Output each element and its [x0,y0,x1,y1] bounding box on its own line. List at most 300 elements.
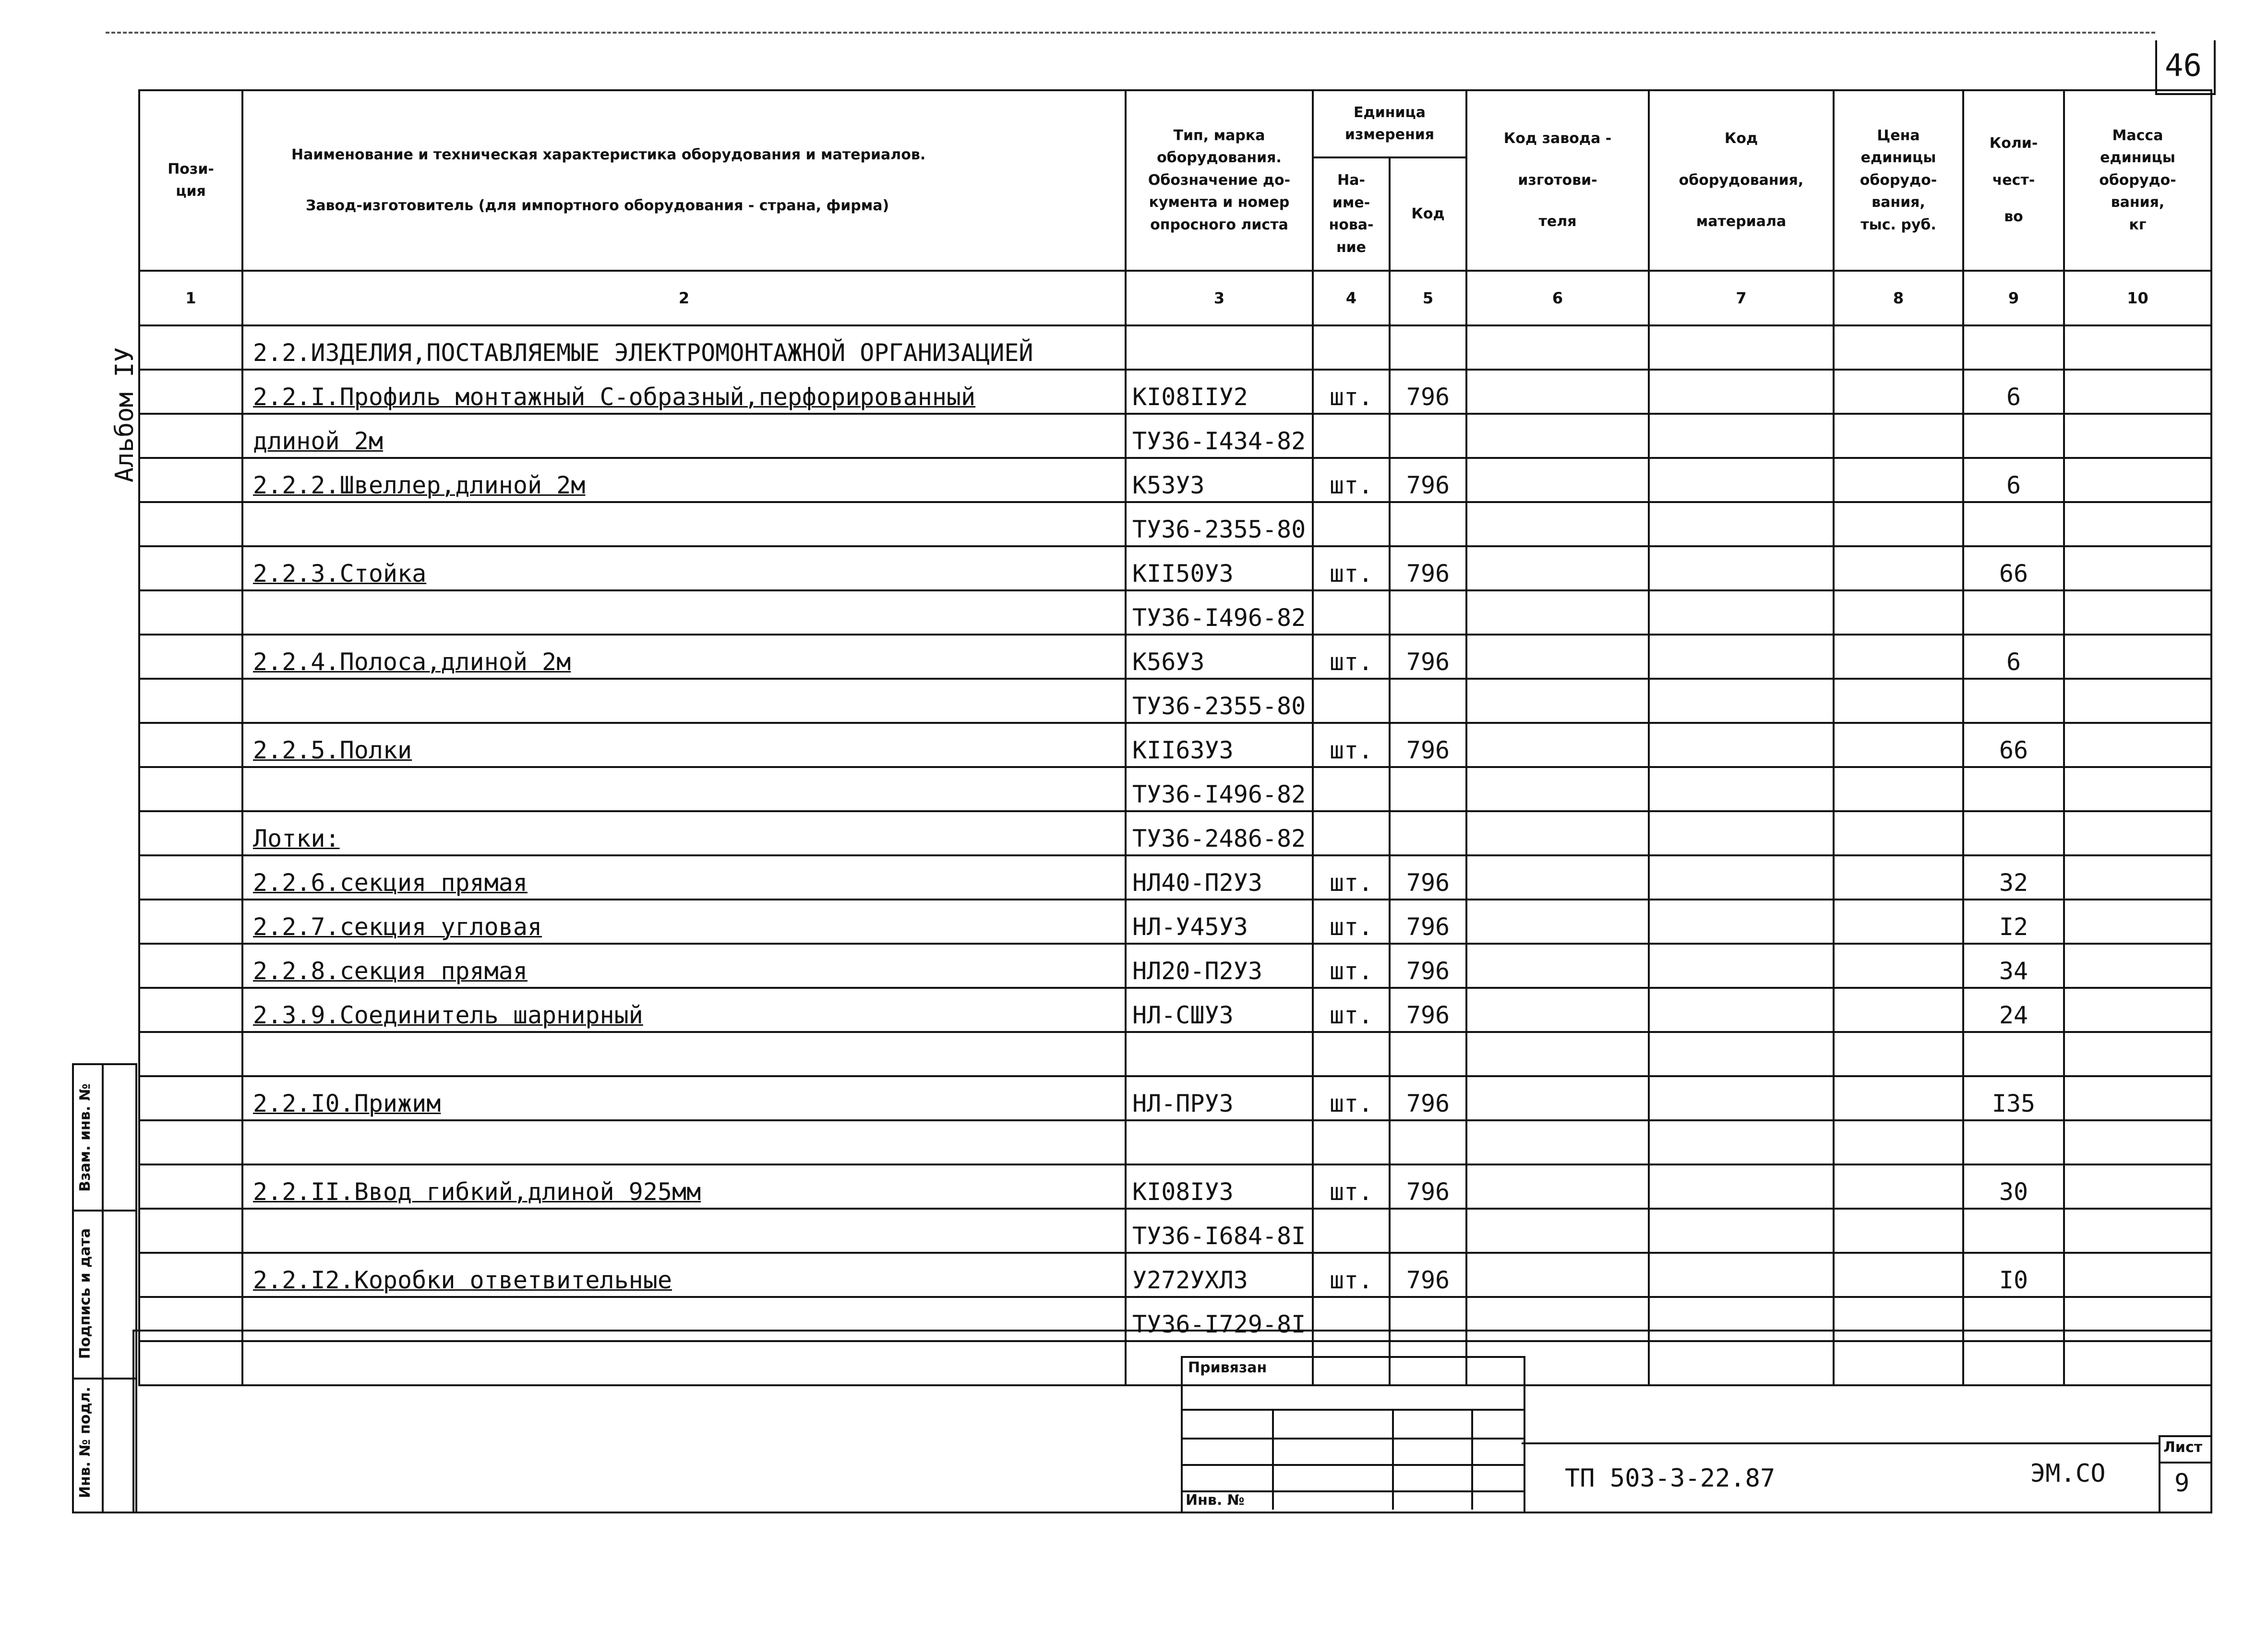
header-text: опросного листа [1150,216,1288,233]
header-text: единицы [2100,149,2175,167]
header-text: Цена [1877,127,1920,144]
cell-mass [2064,1209,2211,1253]
cell-unit-code-text: 796 [1406,1001,1450,1029]
cell-position [139,458,242,502]
cell-unit [1313,502,1390,546]
cell-unit-code [1390,590,1466,635]
table-row [139,546,2211,590]
header-text: име- [1332,194,1370,211]
cell-quantity-text: 66 [1999,736,2028,764]
cell-position [139,414,242,458]
cell-name-text: 2.2.I.Профиль монтажный С-образный,перфорированный [253,383,976,411]
cell-name [242,1209,1126,1253]
cell-factory-code [1466,944,1649,988]
table-row [139,1076,2211,1120]
cell-price [1834,1253,1963,1297]
cell-type-text: НЛ40-П2У3 [1132,869,1262,897]
cell-factory-code [1466,900,1649,944]
column-number: 4 [1313,271,1390,325]
stamp-signature-date: Подпись и дата [77,1228,94,1359]
cell-unit-text: шт. [1329,1266,1373,1294]
cell-factory-code [1466,1164,1649,1209]
stamp-inv-original: Инв. № подл. [77,1386,94,1499]
cell-unit-text: шт. [1329,471,1373,499]
cell-name [242,1253,1126,1297]
cell-name-text: 2.2.2.Швеллер,длиной 2м [253,471,586,499]
cell-position [139,1209,242,1253]
header-text: единицы [1860,149,1936,167]
cell-equipment-code [1649,1164,1834,1209]
cell-position [139,370,242,414]
table-row [139,1032,2211,1076]
table-row [139,325,2211,370]
cell-position [139,1120,242,1164]
cell-mass [2064,855,2211,900]
cell-type-text: НЛ-У45У3 [1132,913,1248,941]
header-text: ние [1336,239,1367,256]
cell-mass [2064,502,2211,546]
cell-type [1126,723,1313,767]
cell-price [1834,458,1963,502]
cell-name-text: 2.3.9.Соединитель шарнирный [253,1001,643,1029]
header-text: чест- [1992,171,2035,189]
cell-type-text: НЛ20-П2У3 [1132,957,1262,985]
cell-equipment-code [1649,458,1834,502]
specification-table [138,89,2212,1386]
header-unit-code: Код [1390,157,1466,271]
cell-equipment-code [1649,502,1834,546]
cell-factory-code [1466,590,1649,635]
cell-unit-text: шт. [1329,957,1373,985]
cell-equipment-code [1649,1253,1834,1297]
table-row [139,1164,2211,1209]
cell-quantity-text: 24 [1999,1001,2028,1029]
cell-type [1126,635,1313,679]
cell-unit-code [1390,1076,1466,1120]
cell-type [1126,590,1313,635]
cell-type-text: К53У3 [1132,471,1205,499]
cell-quantity-text: 32 [1999,869,2028,897]
cell-mass [2064,679,2211,723]
cell-quantity-text: 6 [2006,383,2021,411]
cell-type [1126,414,1313,458]
table-row [139,590,2211,635]
cell-unit [1313,590,1390,635]
header-row [139,90,2211,157]
inv-label: Инв. № [1186,1492,1245,1509]
header-text: тыс. руб. [1860,216,1936,233]
cell-unit-code [1390,635,1466,679]
cell-quantity [1963,723,2064,767]
cell-price [1834,635,1963,679]
header-price [1834,90,1963,271]
cell-unit-code-text: 796 [1406,869,1450,897]
cell-name-text: 2.2.6.секция прямая [253,869,528,897]
cell-type [1126,1032,1313,1076]
cell-unit [1313,458,1390,502]
column-number: 3 [1126,271,1313,325]
cell-mass [2064,1164,2211,1209]
cell-unit-code [1390,900,1466,944]
cell-type-text: У272УХЛ3 [1132,1266,1248,1294]
cell-unit-code [1390,325,1466,370]
cell-quantity [1963,1032,2064,1076]
cell-position [139,900,242,944]
cell-factory-code [1466,767,1649,811]
specification-body [139,325,2211,1385]
cell-type [1126,679,1313,723]
cell-factory-code [1466,679,1649,723]
tied-block-divider [1392,1409,1394,1510]
cell-unit-text: шт. [1329,736,1373,764]
cell-factory-code [1466,1253,1649,1297]
header-text: вания, [2111,194,2165,211]
cell-name [242,458,1126,502]
cell-equipment-code [1649,590,1834,635]
header-text: кумента и номер [1149,194,1290,211]
cell-factory-code [1466,414,1649,458]
cell-unit-code-text: 796 [1406,1090,1450,1117]
cell-price [1834,811,1963,855]
column-number: 9 [1963,271,2064,325]
cell-name-text: 2.2.7.секция угловая [253,913,542,941]
cell-factory-code [1466,1032,1649,1076]
cell-factory-code [1466,458,1649,502]
header-text: измерения [1344,126,1435,143]
cell-unit [1313,988,1390,1032]
cell-factory-code [1466,370,1649,414]
cell-name [242,590,1126,635]
cell-type-text: ТУ36-2355-80 [1132,516,1306,543]
cell-price [1834,1209,1963,1253]
cell-quantity-text: 34 [1999,957,2028,985]
header-factory-code [1466,90,1649,271]
cell-mass [2064,900,2211,944]
cell-unit [1313,944,1390,988]
cell-name [242,900,1126,944]
table-row [139,723,2211,767]
cell-type [1126,458,1313,502]
header-mass [2064,90,2211,271]
cell-price [1834,590,1963,635]
cell-position [139,590,242,635]
cell-quantity [1963,944,2064,988]
cell-unit-text: шт. [1329,913,1373,941]
cell-unit [1313,855,1390,900]
cell-quantity [1963,635,2064,679]
cell-unit-code [1390,988,1466,1032]
header-text: На- [1337,172,1365,189]
cell-name [242,635,1126,679]
cell-equipment-code [1649,855,1834,900]
cell-position [139,811,242,855]
cell-position [139,325,242,370]
table-row [139,1253,2211,1297]
cell-name [242,855,1126,900]
header-text: оборудования. [1157,149,1282,167]
cell-mass [2064,1120,2211,1164]
cell-price [1834,988,1963,1032]
cell-unit-code [1390,767,1466,811]
cell-type [1126,988,1313,1032]
cell-unit-text: шт. [1329,1001,1373,1029]
table-row [139,458,2211,502]
cell-unit [1313,1120,1390,1164]
cell-unit [1313,414,1390,458]
cell-price [1834,370,1963,414]
cell-name [242,546,1126,590]
header-text: Код завода - [1503,130,1612,147]
header-text: Наименование и техническая характеристика оборудования и материалов. [291,146,926,163]
header-name [242,90,1126,271]
cell-quantity [1963,1076,2064,1120]
cell-unit [1313,1164,1390,1209]
cell-unit-text: шт. [1329,1090,1373,1117]
cell-type [1126,1209,1313,1253]
header-text: изготови- [1518,171,1597,189]
cell-unit-code-text: 796 [1406,383,1450,411]
cell-quantity-text: I2 [1999,913,2028,941]
cell-unit-code-text: 796 [1406,1178,1450,1206]
cell-position [139,767,242,811]
cell-quantity-text: I0 [1999,1266,2028,1294]
cell-quantity [1963,679,2064,723]
cell-equipment-code [1649,1032,1834,1076]
cell-type [1126,1120,1313,1164]
cell-name [242,1076,1126,1120]
cell-type-text: KII63У3 [1132,736,1234,764]
cell-quantity [1963,590,2064,635]
cell-unit-code-text: 796 [1406,957,1450,985]
header-text: вания, [1872,194,1925,211]
cell-unit-code [1390,458,1466,502]
cell-quantity [1963,414,2064,458]
cell-unit [1313,811,1390,855]
header-text: Единица [1354,104,1426,121]
cell-equipment-code [1649,723,1834,767]
column-number: 5 [1390,271,1466,325]
cell-quantity-text: I35 [1992,1090,2036,1117]
cell-price [1834,767,1963,811]
cell-position [139,1253,242,1297]
cell-type-text: KI08IУ3 [1132,1178,1234,1206]
cell-quantity [1963,1164,2064,1209]
cell-unit-code [1390,811,1466,855]
cell-mass [2064,458,2211,502]
cell-unit-text: шт. [1329,648,1373,676]
cell-name [242,723,1126,767]
cell-mass [2064,325,2211,370]
column-number: 7 [1649,271,1834,325]
cell-equipment-code [1649,414,1834,458]
table-row [139,1209,2211,1253]
cell-unit-code [1390,414,1466,458]
cell-type [1126,370,1313,414]
header-unit-name [1313,157,1390,271]
album-label: Альбом IУ [110,347,139,482]
cell-factory-code [1466,546,1649,590]
bottom-frame [132,1330,2212,1513]
cell-unit [1313,370,1390,414]
table-row [139,944,2211,988]
cell-name [242,502,1126,546]
cell-name-text: 2.2.3.Стойка [253,560,427,588]
cell-unit-code-text: 796 [1406,1266,1450,1294]
cell-price [1834,1120,1963,1164]
title-block-line [1522,1442,2160,1444]
cell-name [242,1032,1126,1076]
column-number: 10 [2064,271,2211,325]
cell-unit [1313,1253,1390,1297]
cell-position [139,679,242,723]
cell-quantity-text: 30 [1999,1178,2028,1206]
cell-name-text: 2.2.II.Ввод гибкий,длиной 925мм [253,1178,701,1206]
cell-quantity [1963,855,2064,900]
cell-name-text: 2.2.I0.Прижим [253,1090,441,1117]
cell-type-text: ТУ36-I729-8I [1132,1310,1306,1338]
table-row [139,767,2211,811]
cell-unit-text: шт. [1329,560,1373,588]
cell-factory-code [1466,811,1649,855]
cell-name-text: Лотки: [253,825,340,852]
cell-price [1834,855,1963,900]
header-text: кг [2129,216,2147,233]
cell-quantity [1963,1209,2064,1253]
cell-unit-text: шт. [1329,383,1373,411]
table-row [139,635,2211,679]
document-mark: ЭМ.СО [2030,1459,2106,1488]
cell-unit-code-text: 796 [1406,560,1450,588]
cell-unit [1313,723,1390,767]
table-row [139,414,2211,458]
cell-unit [1313,767,1390,811]
cell-unit-code [1390,1253,1466,1297]
cell-mass [2064,414,2211,458]
cell-equipment-code [1649,944,1834,988]
cell-type-text: ТУ36-I434-82 [1132,427,1306,455]
cell-type [1126,1076,1313,1120]
cell-type [1126,767,1313,811]
table-row [139,370,2211,414]
cell-equipment-code [1649,370,1834,414]
cell-type-text: KI08IIУ2 [1132,383,1248,411]
cell-type-text: НЛ-ПРУ3 [1132,1090,1234,1117]
cell-type-text: ТУ36-I496-82 [1132,780,1306,808]
tied-block-divider [1471,1409,1473,1510]
cell-unit-code [1390,679,1466,723]
cell-equipment-code [1649,767,1834,811]
cell-mass [2064,635,2211,679]
cell-price [1834,679,1963,723]
cell-equipment-code [1649,546,1834,590]
cell-factory-code [1466,988,1649,1032]
sheet-box-divider [2159,1462,2210,1464]
cell-position [139,1076,242,1120]
cell-type-text: К56У3 [1132,648,1205,676]
cell-price [1834,1076,1963,1120]
header-text: Завод-изготовитель (для импортного оборудования - страна, фирма) [306,197,889,214]
header-text: материала [1696,213,1787,230]
cell-factory-code [1466,325,1649,370]
cell-price [1834,723,1963,767]
cell-equipment-code [1649,679,1834,723]
cell-unit-code [1390,370,1466,414]
cell-factory-code [1466,855,1649,900]
cell-position [139,1032,242,1076]
cell-type [1126,811,1313,855]
table-row [139,1120,2211,1164]
document-code: ТП 503-3-22.87 [1565,1464,1776,1493]
header-equipment-code [1649,90,1834,271]
cell-unit [1313,900,1390,944]
cell-unit-code-text: 796 [1406,471,1450,499]
sheet-number: 9 [2174,1469,2190,1498]
cell-mass [2064,1253,2211,1297]
column-number: 2 [242,271,1126,325]
cell-price [1834,1032,1963,1076]
cell-factory-code [1466,1076,1649,1120]
header-text: оборудо- [1860,171,1937,189]
cell-price [1834,325,1963,370]
tied-label: Привязан [1188,1359,1267,1376]
cell-quantity [1963,811,2064,855]
header-text: Тип, марка [1173,127,1265,144]
cell-mass [2064,546,2211,590]
top-dashed-line [106,32,2155,34]
cell-factory-code [1466,1120,1649,1164]
sheet-label: Лист [2163,1439,2203,1456]
cell-mass [2064,723,2211,767]
cell-type [1126,900,1313,944]
cell-mass [2064,370,2211,414]
cell-mass [2064,988,2211,1032]
tied-block-divider [1272,1409,1274,1510]
cell-equipment-code [1649,900,1834,944]
cell-name [242,679,1126,723]
cell-equipment-code [1649,1120,1834,1164]
cell-position [139,944,242,988]
cell-name [242,1120,1126,1164]
cell-unit [1313,679,1390,723]
cell-type [1126,546,1313,590]
cell-unit-code [1390,546,1466,590]
cell-factory-code [1466,723,1649,767]
cell-unit-code [1390,855,1466,900]
cell-type [1126,944,1313,988]
cell-position [139,635,242,679]
cell-name [242,811,1126,855]
cell-type [1126,1164,1313,1209]
table-row [139,811,2211,855]
cell-quantity [1963,502,2064,546]
header-unit-group [1313,90,1466,157]
cell-quantity [1963,325,2064,370]
cell-unit [1313,1076,1390,1120]
cell-position [139,988,242,1032]
cell-mass [2064,1076,2211,1120]
header-text: Код [1724,130,1758,147]
cell-price [1834,414,1963,458]
cell-mass [2064,811,2211,855]
cell-position [139,1164,242,1209]
cell-equipment-code [1649,1076,1834,1120]
header-position [139,90,242,271]
cell-equipment-code [1649,325,1834,370]
cell-price [1834,546,1963,590]
column-number: 1 [139,271,242,325]
cell-quantity [1963,458,2064,502]
table-row [139,988,2211,1032]
